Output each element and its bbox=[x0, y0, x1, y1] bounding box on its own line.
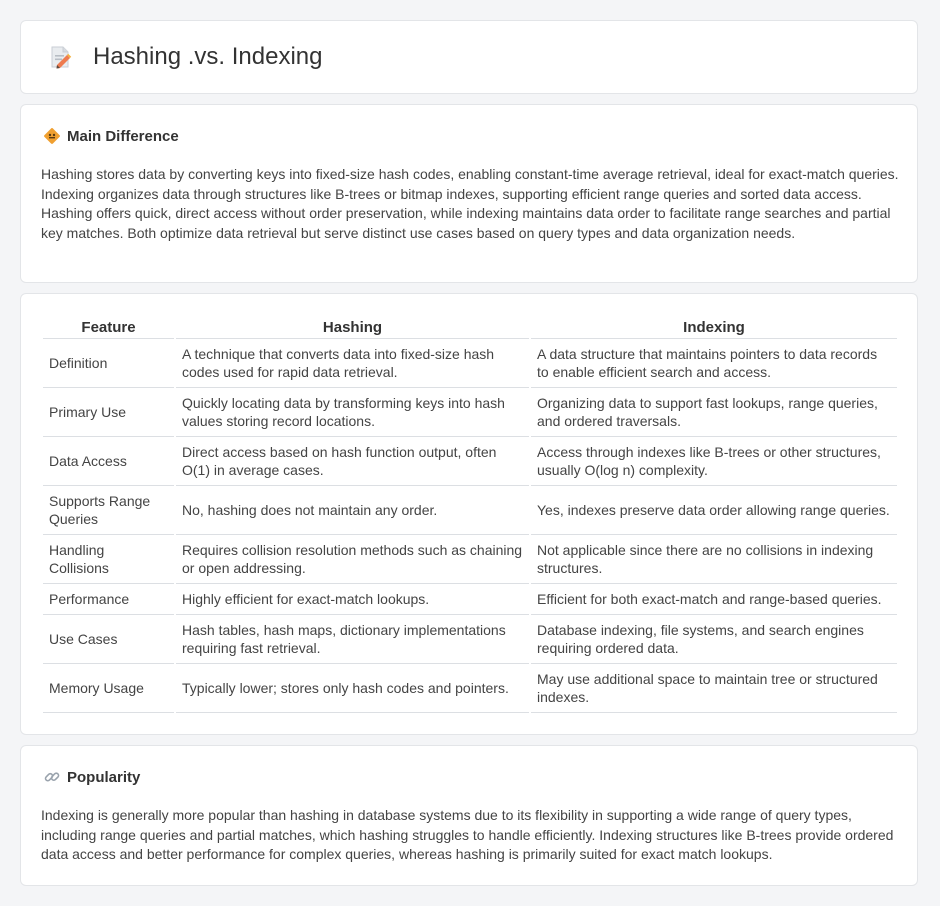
feature-cell: Supports Range Queries bbox=[43, 486, 174, 535]
table-row bbox=[43, 535, 897, 584]
hashing-cell: A technique that converts data into fixed-size hash codes used for rapid data retrieval. bbox=[176, 339, 529, 388]
comparison-card bbox=[20, 293, 918, 735]
indexing-cell: May use additional space to maintain tree or structured indexes. bbox=[531, 664, 897, 713]
table-row bbox=[43, 437, 897, 486]
main-difference-title: Main Difference bbox=[67, 127, 179, 145]
indexing-cell: A data structure that maintains pointers to data records to enable efficient search and access. bbox=[531, 339, 897, 388]
hashing-cell: Typically lower; stores only hash codes and pointers. bbox=[176, 664, 529, 713]
indexing-cell: Database indexing, file systems, and search engines requiring ordered data. bbox=[531, 615, 897, 664]
popularity-text: Indexing is generally more popular than hashing in database systems due to its flexibility in supporting a wide range of query types, including range queries and partial matches, which hashing struggles to handle efficiently. Indexing structures like B-trees provide ordered data access and better performance for complex queries, whereas hashing is primarily suited for exact match lookups. bbox=[41, 807, 894, 863]
column-header-hashing: Hashing bbox=[176, 316, 529, 339]
hashing-cell: Requires collision resolution methods such as chaining or open addressing. bbox=[176, 535, 529, 584]
table-header-row bbox=[43, 316, 897, 339]
hashing-cell: Highly efficient for exact-match lookups. bbox=[176, 584, 529, 615]
table-row bbox=[43, 584, 897, 615]
hashing-cell: Hash tables, hash maps, dictionary implementations requiring fast retrieval. bbox=[176, 615, 529, 664]
document-pencil-icon bbox=[47, 44, 73, 70]
indexing-cell: Efficient for both exact-match and range-based queries. bbox=[531, 584, 897, 615]
table-row bbox=[43, 339, 897, 388]
main-difference-card bbox=[20, 104, 918, 283]
indexing-cell: Organizing data to support fast lookups, range queries, and ordered traversals. bbox=[531, 388, 897, 437]
feature-cell: Handling Collisions bbox=[43, 535, 174, 584]
feature-cell: Performance bbox=[43, 584, 174, 615]
title-row bbox=[21, 21, 917, 93]
feature-cell: Data Access bbox=[43, 437, 174, 486]
column-header-indexing: Indexing bbox=[531, 316, 897, 339]
feature-cell: Definition bbox=[43, 339, 174, 388]
feature-cell: Memory Usage bbox=[43, 664, 174, 713]
popularity-card bbox=[20, 745, 918, 886]
column-header-feature: Feature bbox=[43, 316, 174, 339]
hashing-cell: Quickly locating data by transforming keys into hash values storing record locations. bbox=[176, 388, 529, 437]
indexing-cell: Not applicable since there are no collisions in indexing structures. bbox=[531, 535, 897, 584]
table-row bbox=[43, 615, 897, 664]
popularity-heading bbox=[43, 768, 140, 786]
diamond-sign-icon bbox=[43, 127, 61, 145]
feature-cell: Use Cases bbox=[43, 615, 174, 664]
page-title: Hashing .vs. Indexing bbox=[93, 43, 323, 70]
main-difference-heading bbox=[43, 127, 179, 145]
table-row bbox=[43, 388, 897, 437]
table-row bbox=[43, 664, 897, 713]
indexing-cell: Yes, indexes preserve data order allowing range queries. bbox=[531, 486, 897, 535]
feature-cell: Primary Use bbox=[43, 388, 174, 437]
popularity-title: Popularity bbox=[67, 768, 141, 786]
indexing-cell: Access through indexes like B-trees or other structures, usually O(log n) complexity. bbox=[531, 437, 897, 486]
hashing-cell: No, hashing does not maintain any order. bbox=[176, 486, 529, 535]
main-difference-text: Hashing stores data by converting keys into fixed-size hash codes, enabling constant-time average retrieval, ideal for exact-match queries. Indexing organizes data through structures like B-trees or bitmap indexes, supporting efficient range queries and sorted data access. Hashing offers quick, direct access without order preservation, while indexing maintains data order to facilitate range searches and partial key matches. Both optimize data retrieval but serve distinct use cases based on query types and data organization needs. bbox=[41, 166, 899, 241]
table-row bbox=[43, 486, 897, 535]
title-card bbox=[20, 20, 918, 94]
hashing-cell: Direct access based on hash function output, often O(1) in average cases. bbox=[176, 437, 529, 486]
link-icon bbox=[43, 768, 61, 786]
comparison-table bbox=[41, 316, 899, 713]
